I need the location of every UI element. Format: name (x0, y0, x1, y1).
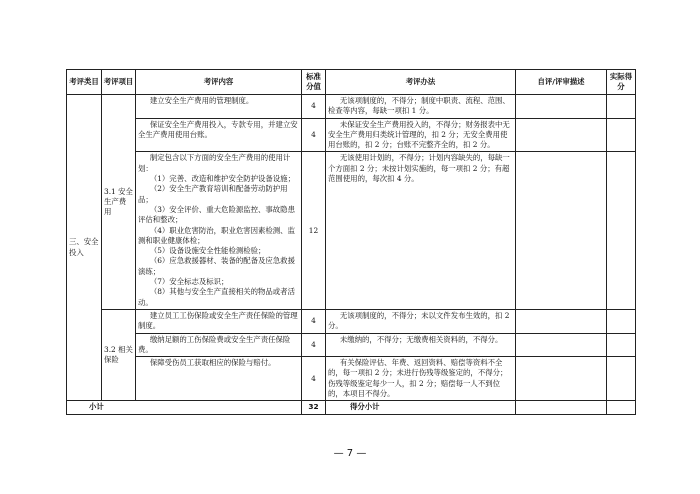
actual-score-cell[interactable] (607, 118, 636, 152)
table-row (67, 333, 636, 357)
score-cell: 4 (302, 95, 326, 119)
category-cell: 三、安全投入 (67, 95, 102, 401)
table-row (67, 309, 636, 333)
method-cell: 无该项制度的，不得分；制度中职责、流程、范围、检查等内容，每缺一项扣 1 分。 (326, 95, 516, 119)
header-row (67, 70, 636, 95)
table-row (67, 118, 636, 152)
subtotal-actual-score-cell[interactable] (607, 401, 636, 414)
content-line: （5）设备设施安全性能检测检验； (149, 246, 266, 256)
actual-score-cell[interactable] (607, 309, 636, 333)
header-standard-score: 标准分值 (302, 70, 326, 95)
content-line: （8）其他与安全生产直接相关的物品或者活动。 (138, 287, 295, 307)
table-row (67, 95, 636, 119)
subtotal-self-eval-cell[interactable] (516, 401, 607, 414)
header-content: 考评内容 (136, 70, 302, 95)
content-cell: 保障受伤员工获取相应的保险与赔付。 (136, 357, 302, 401)
content-cell (136, 152, 302, 309)
content-line: （6）应急救援器材、装备的配备及应急救援演练； (138, 256, 295, 276)
method-cell: 未缴纳的，不得分；无缴费相关资料的，不得分。 (326, 333, 516, 357)
self-eval-cell[interactable] (516, 118, 607, 152)
table-row (67, 357, 636, 401)
score-cell: 4 (302, 309, 326, 333)
method-cell: 未保证安全生产费用投入的，不得分；财务报表中无安全生产费用归类统计管理的，扣 2 分；无安全费用使用台账的，扣 2 分；台账不完整齐全的，扣 2 分。 (326, 118, 516, 152)
content-line: （7）安全标志及标识； (149, 277, 229, 287)
subtotal-score-label: 得分小计 (326, 401, 516, 414)
page-number: — 7 — (333, 448, 367, 459)
evaluation-table-sheet (66, 69, 635, 415)
header-actual-score: 实际得分 (607, 70, 636, 95)
actual-score-cell[interactable] (607, 152, 636, 309)
header-category: 考评类目 (67, 70, 102, 95)
self-eval-cell[interactable] (516, 309, 607, 333)
content-line: （4）职业危害防治，职业危害因素检测、监测和职业健康体检； (138, 225, 295, 245)
self-eval-cell[interactable] (516, 333, 607, 357)
score-cell: 4 (302, 118, 326, 152)
subtotal-row (67, 401, 636, 414)
content-line: 制定包含以下方面的安全生产费用的使用计划： (138, 153, 291, 173)
actual-score-cell[interactable] (607, 357, 636, 401)
score-cell: 4 (302, 333, 326, 357)
self-eval-cell[interactable] (516, 152, 607, 309)
subtotal-score: 32 (302, 401, 326, 414)
self-eval-cell[interactable] (516, 95, 607, 119)
content-line: （3）安全评价、重大危险源监控、事故隐患评估和整改； (138, 204, 295, 225)
content-line: （2）安全生产教育培训和配备劳动防护用品； (138, 184, 288, 204)
actual-score-cell[interactable] (607, 95, 636, 119)
score-cell: 12 (302, 152, 326, 309)
table-row (67, 152, 636, 309)
content-cell: 缴纳足额的工伤保险费或安全生产责任保险费。 (136, 333, 302, 357)
item-cell-3-2: 3.2 相关保险 (102, 309, 136, 400)
method-cell: 有关保险评估、年费、返回资料、赔偿等资料不全的，每一项扣 2 分；未进行伤残等级鉴定的，不得分；伤残等级鉴定每少一人，扣 2 分；赔偿每一人不到位的，本项目不得分。 (326, 357, 516, 401)
method-cell: 无该使用计划的，不得分；计划内容缺失的，每缺一个方面扣 2 分；未按计划实施的，每一项扣 2 分；有超范围使用的，每次扣 4 分。 (326, 152, 516, 309)
method-cell: 无该项制度的，不得分；未以文件发布生效的，扣 2 分。 (326, 309, 516, 333)
content-cell: 建立安全生产费用的管理制度。 (136, 95, 302, 119)
content-cell: 保证安全生产费用投入，专款专用，并建立安全生产费用使用台账。 (136, 118, 302, 152)
subtotal-label: 小计 (67, 401, 302, 414)
score-cell: 4 (302, 357, 326, 401)
evaluation-table (66, 69, 636, 415)
actual-score-cell[interactable] (607, 333, 636, 357)
header-self-eval: 自评/评审描述 (516, 70, 607, 95)
content-line: （1）完善、改造和维护安全防护设备设施； (149, 174, 295, 184)
self-eval-cell[interactable] (516, 357, 607, 401)
content-cell: 建立员工工伤保险或安全生产责任保险的管理制度。 (136, 309, 302, 333)
header-item: 考评项目 (102, 70, 136, 95)
item-cell-3-1: 3.1 安全生产费用 (102, 95, 136, 310)
header-method: 考评办法 (326, 70, 516, 95)
